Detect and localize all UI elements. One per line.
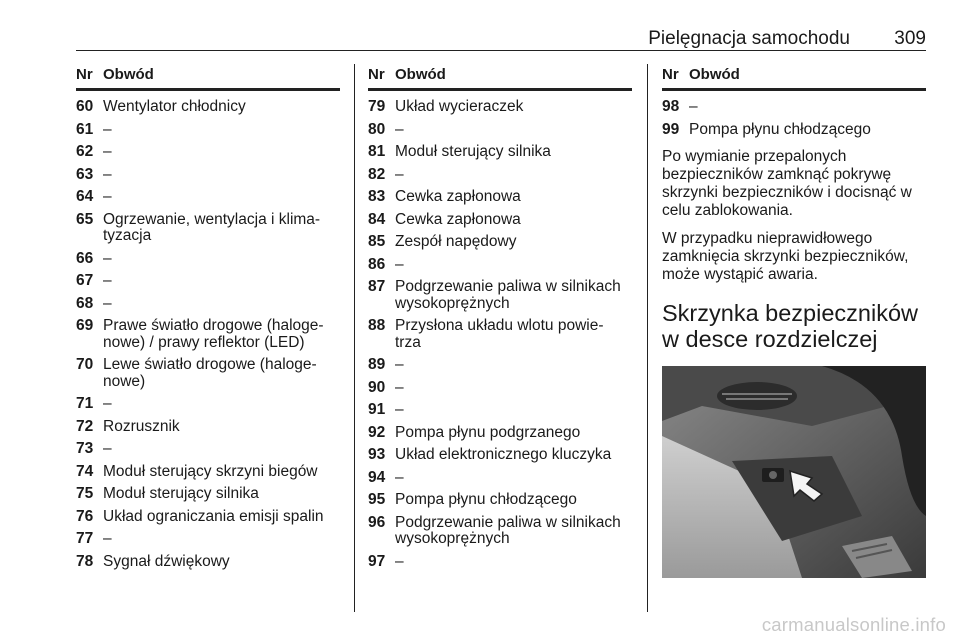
fuse-number: 93 xyxy=(368,446,386,463)
fuse-number: 78 xyxy=(76,552,94,570)
table-row xyxy=(662,99,926,116)
table-row xyxy=(368,515,632,548)
circuit-name: Moduł sterujący silnika xyxy=(395,143,551,160)
circuit-name: Moduł sterujący silnika xyxy=(103,485,259,502)
table-row xyxy=(368,470,632,487)
section-title: Skrzynka bezpieczników w desce rozdzielczej xyxy=(662,300,918,352)
table-row xyxy=(76,554,340,571)
fuse-number: 97 xyxy=(368,552,386,570)
fuse-number: 88 xyxy=(368,317,386,334)
fuse-number: 81 xyxy=(368,143,386,160)
circuit-name: – xyxy=(103,143,112,160)
table-row xyxy=(76,486,340,503)
table-row xyxy=(76,99,340,116)
fuse-number: 83 xyxy=(368,188,386,205)
circuit-name: Układ elektronicznego kluczyka xyxy=(395,446,612,463)
table-header xyxy=(76,64,340,91)
circuit-name: – xyxy=(395,552,404,570)
fuse-number: 98 xyxy=(662,98,680,115)
fuse-number: 73 xyxy=(76,440,94,457)
table-header xyxy=(662,64,926,91)
fuse-number: 68 xyxy=(76,294,94,312)
table-row xyxy=(368,279,632,312)
circuit-name: Pompa płynu chłodzącego xyxy=(689,120,871,138)
circuit-name: – xyxy=(103,530,112,547)
circuit-name: – xyxy=(395,468,404,486)
circuit-name: – xyxy=(395,401,404,418)
header-circuit: Obwód xyxy=(395,66,446,83)
fuse-number: 80 xyxy=(368,120,386,138)
circuit-name: – xyxy=(103,395,112,412)
table-row xyxy=(368,425,632,442)
fuse-number: 74 xyxy=(76,462,94,480)
table-row xyxy=(76,212,340,245)
fuse-number: 66 xyxy=(76,249,94,267)
table-row xyxy=(76,419,340,436)
circuit-name: – xyxy=(103,165,112,183)
table-row xyxy=(76,144,340,161)
table-row xyxy=(76,357,340,390)
table-row xyxy=(368,212,632,229)
column-divider xyxy=(354,64,355,612)
table-header xyxy=(368,64,632,91)
fuse-number: 87 xyxy=(368,278,386,295)
circuit-name: – xyxy=(395,255,404,273)
fuse-number: 95 xyxy=(368,491,386,508)
table-row xyxy=(76,464,340,481)
fuse-number: 76 xyxy=(76,507,94,525)
fuse-number: 62 xyxy=(76,143,94,160)
circuit-name: – xyxy=(395,120,404,138)
fuse-number: 99 xyxy=(662,120,680,138)
table-row xyxy=(76,273,340,290)
fuse-number: 82 xyxy=(368,165,386,183)
table-row xyxy=(76,122,340,139)
circuit-name: Zespół napędowy xyxy=(395,233,517,250)
table-row xyxy=(368,99,632,116)
circuit-name: Cewka zapłonowa xyxy=(395,188,521,205)
circuit-name: – xyxy=(103,249,112,267)
watermark: carmanualsonline.info xyxy=(761,614,946,635)
header-nr: Nr xyxy=(662,66,679,83)
circuit-name: Lewe światło drogowe (haloge- nowe) xyxy=(103,356,317,390)
column-divider xyxy=(647,64,648,612)
fuse-number: 90 xyxy=(368,378,386,396)
circuit-name: – xyxy=(103,440,112,457)
fuse-table-column-2 xyxy=(368,64,632,570)
fuse-number: 71 xyxy=(76,395,94,412)
fuse-number: 91 xyxy=(368,401,386,418)
circuit-name: Wentylator chłodnicy xyxy=(103,98,246,115)
table-row xyxy=(76,441,340,458)
table-row xyxy=(76,251,340,268)
circuit-name: Podgrzewanie paliwa w silnikach wysokoprężnych xyxy=(395,278,621,312)
table-row xyxy=(76,189,340,206)
fuse-table-column-3 xyxy=(662,64,926,578)
table-row xyxy=(368,447,632,464)
table-row xyxy=(368,167,632,184)
circuit-name: – xyxy=(689,98,698,115)
instrument-panel-fuse-box-photo xyxy=(662,366,926,578)
table-row xyxy=(76,318,340,351)
circuit-name: – xyxy=(395,165,404,183)
fuse-number: 85 xyxy=(368,233,386,250)
chapter-title: Pielęgnacja samochodu xyxy=(648,28,850,49)
header-circuit: Obwód xyxy=(103,66,154,83)
table-row xyxy=(368,189,632,206)
fuse-table-column-1 xyxy=(76,64,340,570)
circuit-name: – xyxy=(395,356,404,373)
circuit-name: Prawe światło drogowe (haloge- nowe) / prawy reflektor (LED) xyxy=(103,317,324,351)
circuit-name: – xyxy=(395,378,404,396)
circuit-name: Pompa płynu chłodzącego xyxy=(395,491,577,508)
header-circuit: Obwód xyxy=(689,66,740,83)
fuse-number: 77 xyxy=(76,530,94,547)
fuse-number: 86 xyxy=(368,255,386,273)
circuit-name: Cewka zapłonowa xyxy=(395,210,521,228)
page-header xyxy=(76,24,926,48)
table-row xyxy=(368,554,632,571)
fuse-number: 94 xyxy=(368,468,386,486)
table-row xyxy=(76,509,340,526)
circuit-name: Sygnał dźwiękowy xyxy=(103,552,230,570)
circuit-name: – xyxy=(103,120,112,138)
table-row xyxy=(368,357,632,374)
circuit-name: Układ wycieraczek xyxy=(395,98,524,115)
header-rule xyxy=(76,50,926,51)
table-row xyxy=(662,122,926,139)
circuit-name: Rozrusznik xyxy=(103,417,180,435)
page-number: 309 xyxy=(894,28,926,49)
table-row xyxy=(368,318,632,351)
table-row xyxy=(368,257,632,274)
fuse-number: 96 xyxy=(368,513,386,531)
fuse-number: 92 xyxy=(368,423,386,441)
fuse-number: 63 xyxy=(76,165,94,183)
fuse-number: 70 xyxy=(76,356,94,373)
fuse-number: 69 xyxy=(76,317,94,334)
table-row xyxy=(76,167,340,184)
table-row xyxy=(76,396,340,413)
fuse-number: 61 xyxy=(76,120,94,138)
table-row xyxy=(368,380,632,397)
table-row xyxy=(368,122,632,139)
circuit-name: Pompa płynu podgrzanego xyxy=(395,423,581,441)
circuit-name: Ogrzewanie, wentylacja i klima- tyzacja xyxy=(103,210,321,244)
table-row xyxy=(368,144,632,161)
fuse-number: 65 xyxy=(76,210,94,228)
paragraph: W przypadku nieprawidłowego zamknięcia skrzynki bezpieczników, może wystąpić awaria. xyxy=(662,230,909,283)
circuit-name: Moduł sterujący skrzyni biegów xyxy=(103,462,318,480)
fuse-number: 64 xyxy=(76,188,94,205)
circuit-name: – xyxy=(103,188,112,205)
table-row xyxy=(368,492,632,509)
paragraph: Po wymianie przepalonych bezpieczników zamknąć pokrywę skrzynki bezpieczników i docisnąć w celu zablokowania. xyxy=(662,148,912,219)
header-nr: Nr xyxy=(368,66,385,83)
table-row xyxy=(76,531,340,548)
circuit-name: – xyxy=(103,272,112,289)
fuse-number: 67 xyxy=(76,272,94,289)
table-row xyxy=(368,234,632,251)
header-nr: Nr xyxy=(76,66,93,83)
circuit-name: – xyxy=(103,294,112,312)
fuse-number: 60 xyxy=(76,98,94,115)
circuit-name: Podgrzewanie paliwa w silnikach wysokoprężnych xyxy=(395,513,621,547)
circuit-name: Układ ograniczania emisji spalin xyxy=(103,507,324,525)
circuit-name: Przysłona układu wlotu powie- trza xyxy=(395,317,604,351)
fuse-number: 79 xyxy=(368,98,386,115)
fuse-number: 89 xyxy=(368,356,386,373)
table-row xyxy=(368,402,632,419)
fuse-number: 75 xyxy=(76,485,94,502)
fuse-number: 84 xyxy=(368,210,386,228)
table-row xyxy=(76,296,340,313)
photo-illustration xyxy=(662,366,926,578)
fuse-number: 72 xyxy=(76,417,94,435)
